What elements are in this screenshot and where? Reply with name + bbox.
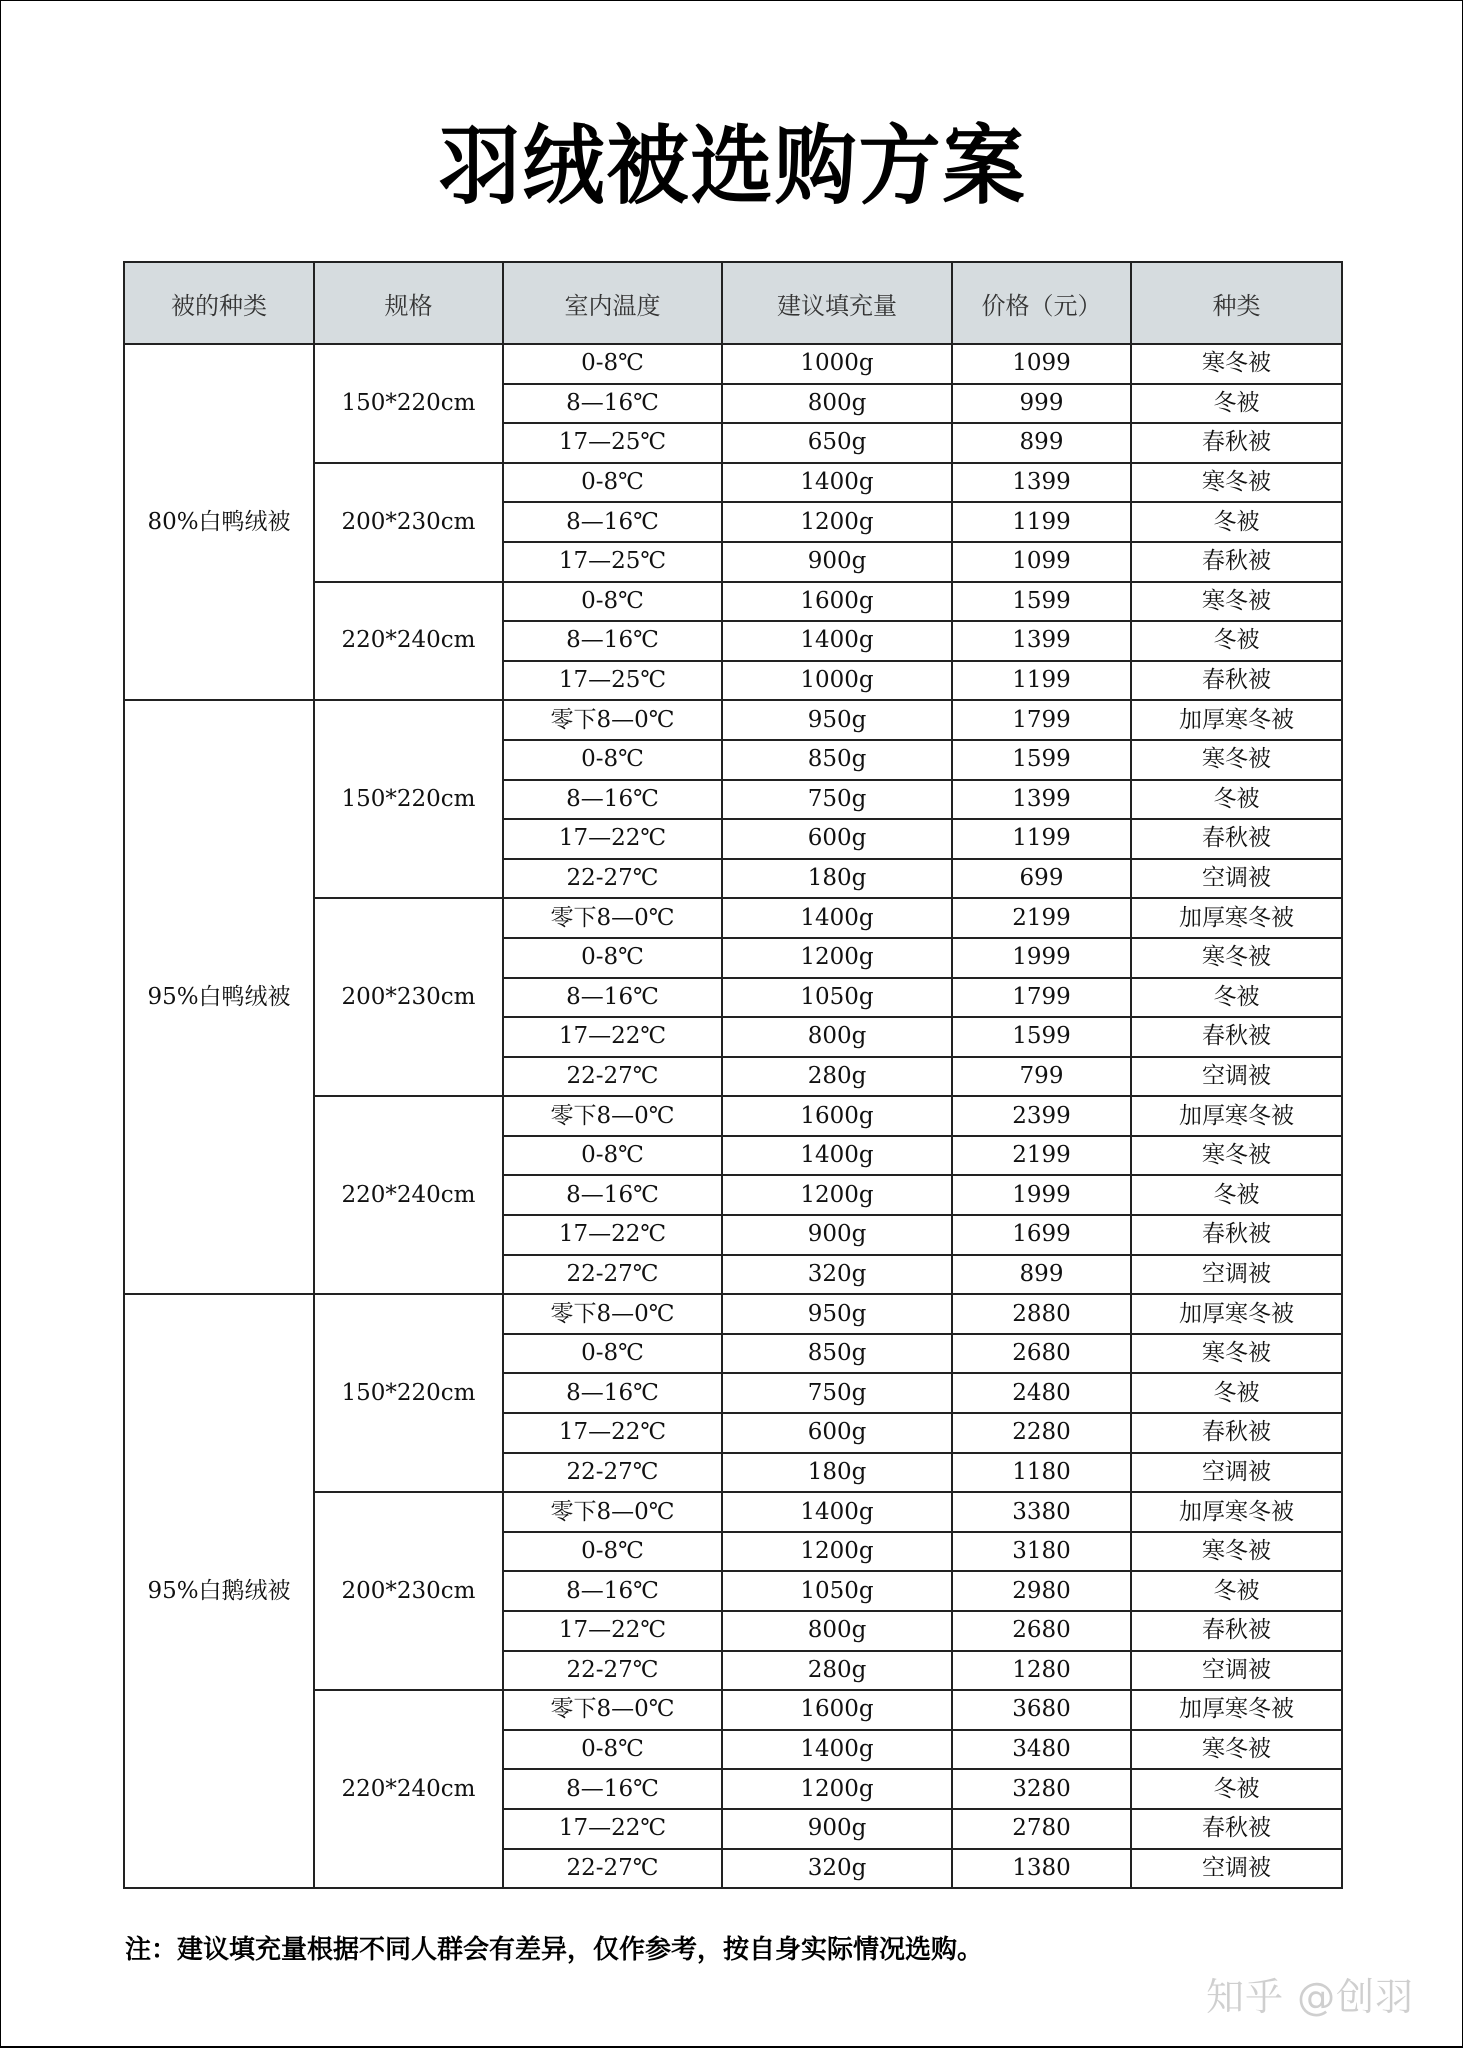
fill-weight-cell: 1050g (722, 1571, 952, 1611)
fill-weight-cell: 1400g (722, 898, 952, 938)
temperature-cell: 零下8—0℃ (503, 1492, 722, 1532)
price-cell: 1699 (952, 1215, 1131, 1255)
temperature-cell: 22-27℃ (503, 1453, 722, 1493)
fill-weight-cell: 1400g (722, 463, 952, 503)
temperature-cell: 0-8℃ (503, 1136, 722, 1176)
header-quilt-type: 被的种类 (124, 262, 314, 344)
fill-weight-cell: 850g (722, 1334, 952, 1374)
category-cell: 寒冬被 (1131, 938, 1342, 978)
price-cell: 1799 (952, 700, 1131, 740)
fill-weight-cell: 180g (722, 1453, 952, 1493)
fill-weight-cell: 750g (722, 1373, 952, 1413)
fill-weight-cell: 1200g (722, 502, 952, 542)
category-cell: 空调被 (1131, 1057, 1342, 1097)
price-cell: 3280 (952, 1769, 1131, 1809)
fill-weight-cell: 800g (722, 1017, 952, 1057)
temperature-cell: 8—16℃ (503, 502, 722, 542)
temperature-cell: 0-8℃ (503, 463, 722, 503)
fill-weight-cell: 1600g (722, 1690, 952, 1730)
temperature-cell: 17—25℃ (503, 542, 722, 582)
category-cell: 空调被 (1131, 1453, 1342, 1493)
price-cell: 1999 (952, 938, 1131, 978)
quilt-type-cell: 95%白鹅绒被 (124, 1294, 314, 1888)
fill-weight-cell: 1050g (722, 978, 952, 1018)
fill-weight-cell: 180g (722, 859, 952, 899)
fill-weight-cell: 1000g (722, 344, 952, 384)
temperature-cell: 0-8℃ (503, 1730, 722, 1770)
size-cell: 200*230cm (314, 898, 503, 1096)
temperature-cell: 17—22℃ (503, 1413, 722, 1453)
temperature-cell: 22-27℃ (503, 1849, 722, 1889)
fill-weight-cell: 900g (722, 542, 952, 582)
category-cell: 寒冬被 (1131, 740, 1342, 780)
category-cell: 加厚寒冬被 (1131, 1492, 1342, 1532)
temperature-cell: 零下8—0℃ (503, 700, 722, 740)
price-cell: 3180 (952, 1532, 1131, 1572)
category-cell: 冬被 (1131, 384, 1342, 424)
table-row (124, 344, 1342, 384)
price-cell: 2199 (952, 898, 1131, 938)
price-cell: 1999 (952, 1175, 1131, 1215)
temperature-cell: 17—22℃ (503, 1215, 722, 1255)
category-cell: 冬被 (1131, 1373, 1342, 1413)
fill-weight-cell: 1400g (722, 1730, 952, 1770)
fill-weight-cell: 1200g (722, 1532, 952, 1572)
fill-weight-cell: 1000g (722, 661, 952, 701)
fill-weight-cell: 850g (722, 740, 952, 780)
table-row (124, 1294, 1342, 1334)
temperature-cell: 8—16℃ (503, 384, 722, 424)
price-cell: 2780 (952, 1809, 1131, 1849)
fill-weight-cell: 1400g (722, 621, 952, 661)
watermark: 知乎 @创羽 (1206, 1975, 1415, 2019)
price-cell: 1280 (952, 1651, 1131, 1691)
category-cell: 春秋被 (1131, 819, 1342, 859)
header-room-temperature: 室内温度 (503, 262, 722, 344)
temperature-cell: 17—25℃ (503, 661, 722, 701)
category-cell: 冬被 (1131, 621, 1342, 661)
temperature-cell: 8—16℃ (503, 621, 722, 661)
price-cell: 3380 (952, 1492, 1131, 1532)
fill-weight-cell: 1600g (722, 582, 952, 622)
fill-weight-cell: 280g (722, 1651, 952, 1691)
temperature-cell: 22-27℃ (503, 1057, 722, 1097)
temperature-cell: 17—22℃ (503, 1809, 722, 1849)
price-cell: 2880 (952, 1294, 1131, 1334)
fill-weight-cell: 1400g (722, 1492, 952, 1532)
price-cell: 699 (952, 859, 1131, 899)
fill-weight-cell: 600g (722, 819, 952, 859)
price-cell: 1799 (952, 978, 1131, 1018)
temperature-cell: 0-8℃ (503, 740, 722, 780)
temperature-cell: 8—16℃ (503, 1769, 722, 1809)
size-cell: 150*220cm (314, 344, 503, 463)
price-cell: 1599 (952, 740, 1131, 780)
table-body (124, 344, 1342, 1888)
price-cell: 2399 (952, 1096, 1131, 1136)
category-cell: 寒冬被 (1131, 463, 1342, 503)
category-cell: 加厚寒冬被 (1131, 700, 1342, 740)
temperature-cell: 零下8—0℃ (503, 1294, 722, 1334)
category-cell: 加厚寒冬被 (1131, 1690, 1342, 1730)
size-cell: 220*240cm (314, 1690, 503, 1888)
price-cell: 1199 (952, 502, 1131, 542)
size-cell: 150*220cm (314, 1294, 503, 1492)
category-cell: 春秋被 (1131, 542, 1342, 582)
fill-weight-cell: 600g (722, 1413, 952, 1453)
fill-weight-cell: 800g (722, 384, 952, 424)
size-cell: 200*230cm (314, 1492, 503, 1690)
category-cell: 寒冬被 (1131, 1136, 1342, 1176)
temperature-cell: 零下8—0℃ (503, 1096, 722, 1136)
price-cell: 999 (952, 384, 1131, 424)
fill-weight-cell: 1600g (722, 1096, 952, 1136)
category-cell: 寒冬被 (1131, 1334, 1342, 1374)
size-cell: 150*220cm (314, 700, 503, 898)
fill-weight-cell: 800g (722, 1611, 952, 1651)
category-cell: 冬被 (1131, 1769, 1342, 1809)
fill-weight-cell: 950g (722, 1294, 952, 1334)
category-cell: 春秋被 (1131, 661, 1342, 701)
temperature-cell: 22-27℃ (503, 1255, 722, 1295)
category-cell: 加厚寒冬被 (1131, 1294, 1342, 1334)
temperature-cell: 0-8℃ (503, 938, 722, 978)
temperature-cell: 8—16℃ (503, 978, 722, 1018)
quilt-type-cell: 80%白鸭绒被 (124, 344, 314, 700)
category-cell: 空调被 (1131, 859, 1342, 899)
category-cell: 冬被 (1131, 1571, 1342, 1611)
table-header-row (124, 262, 1342, 344)
price-cell: 2980 (952, 1571, 1131, 1611)
temperature-cell: 零下8—0℃ (503, 898, 722, 938)
category-cell: 寒冬被 (1131, 582, 1342, 622)
header-price: 价格（元） (952, 262, 1131, 344)
temperature-cell: 17—25℃ (503, 423, 722, 463)
temperature-cell: 零下8—0℃ (503, 1690, 722, 1730)
fill-weight-cell: 1200g (722, 1769, 952, 1809)
fill-weight-cell: 1400g (722, 1136, 952, 1176)
table-row (124, 700, 1342, 740)
price-cell: 2680 (952, 1611, 1131, 1651)
price-cell: 1180 (952, 1453, 1131, 1493)
temperature-cell: 0-8℃ (503, 344, 722, 384)
temperature-cell: 17—22℃ (503, 819, 722, 859)
temperature-cell: 8—16℃ (503, 780, 722, 820)
fill-weight-cell: 950g (722, 700, 952, 740)
category-cell: 空调被 (1131, 1651, 1342, 1691)
temperature-cell: 8—16℃ (503, 1175, 722, 1215)
category-cell: 春秋被 (1131, 1611, 1342, 1651)
category-cell: 寒冬被 (1131, 1730, 1342, 1770)
price-cell: 1380 (952, 1849, 1131, 1889)
fill-weight-cell: 750g (722, 780, 952, 820)
fill-weight-cell: 650g (722, 423, 952, 463)
category-cell: 冬被 (1131, 1175, 1342, 1215)
temperature-cell: 17—22℃ (503, 1017, 722, 1057)
category-cell: 空调被 (1131, 1849, 1342, 1889)
price-cell: 2680 (952, 1334, 1131, 1374)
temperature-cell: 8—16℃ (503, 1373, 722, 1413)
category-cell: 春秋被 (1131, 1809, 1342, 1849)
price-cell: 1399 (952, 780, 1131, 820)
price-cell: 1199 (952, 661, 1131, 701)
header-category: 种类 (1131, 262, 1342, 344)
category-cell: 冬被 (1131, 978, 1342, 1018)
temperature-cell: 17—22℃ (503, 1611, 722, 1651)
fill-weight-cell: 900g (722, 1215, 952, 1255)
fill-weight-cell: 320g (722, 1255, 952, 1295)
category-cell: 加厚寒冬被 (1131, 898, 1342, 938)
price-cell: 1099 (952, 542, 1131, 582)
price-cell: 899 (952, 1255, 1131, 1295)
header-fill-weight: 建议填充量 (722, 262, 952, 344)
price-cell: 1199 (952, 819, 1131, 859)
price-cell: 1599 (952, 1017, 1131, 1057)
temperature-cell: 0-8℃ (503, 1532, 722, 1572)
category-cell: 冬被 (1131, 502, 1342, 542)
price-cell: 3680 (952, 1690, 1131, 1730)
temperature-cell: 0-8℃ (503, 582, 722, 622)
category-cell: 加厚寒冬被 (1131, 1096, 1342, 1136)
category-cell: 春秋被 (1131, 1215, 1342, 1255)
fill-weight-cell: 1200g (722, 1175, 952, 1215)
price-cell: 2199 (952, 1136, 1131, 1176)
price-cell: 1399 (952, 621, 1131, 661)
category-cell: 寒冬被 (1131, 1532, 1342, 1572)
fill-weight-cell: 900g (722, 1809, 952, 1849)
footnote: 注：建议填充量根据不同人群会有差异，仅作参考，按自身实际情况选购。 (125, 1935, 984, 1965)
price-cell: 1599 (952, 582, 1131, 622)
size-cell: 220*240cm (314, 582, 503, 701)
size-cell: 200*230cm (314, 463, 503, 582)
temperature-cell: 22-27℃ (503, 1651, 722, 1691)
quilt-selection-table (123, 261, 1343, 1889)
category-cell: 春秋被 (1131, 1413, 1342, 1453)
price-cell: 2480 (952, 1373, 1131, 1413)
price-cell: 899 (952, 423, 1131, 463)
category-cell: 冬被 (1131, 780, 1342, 820)
size-cell: 220*240cm (314, 1096, 503, 1294)
category-cell: 春秋被 (1131, 1017, 1342, 1057)
fill-weight-cell: 1200g (722, 938, 952, 978)
price-cell: 2280 (952, 1413, 1131, 1453)
temperature-cell: 22-27℃ (503, 859, 722, 899)
quilt-type-cell: 95%白鸭绒被 (124, 700, 314, 1294)
category-cell: 寒冬被 (1131, 344, 1342, 384)
temperature-cell: 0-8℃ (503, 1334, 722, 1374)
category-cell: 春秋被 (1131, 423, 1342, 463)
price-cell: 3480 (952, 1730, 1131, 1770)
price-cell: 799 (952, 1057, 1131, 1097)
page-title: 羽绒被选购方案 (438, 116, 1027, 217)
price-cell: 1399 (952, 463, 1131, 503)
category-cell: 空调被 (1131, 1255, 1342, 1295)
price-cell: 1099 (952, 344, 1131, 384)
fill-weight-cell: 280g (722, 1057, 952, 1097)
temperature-cell: 8—16℃ (503, 1571, 722, 1611)
fill-weight-cell: 320g (722, 1849, 952, 1889)
header-size: 规格 (314, 262, 503, 344)
